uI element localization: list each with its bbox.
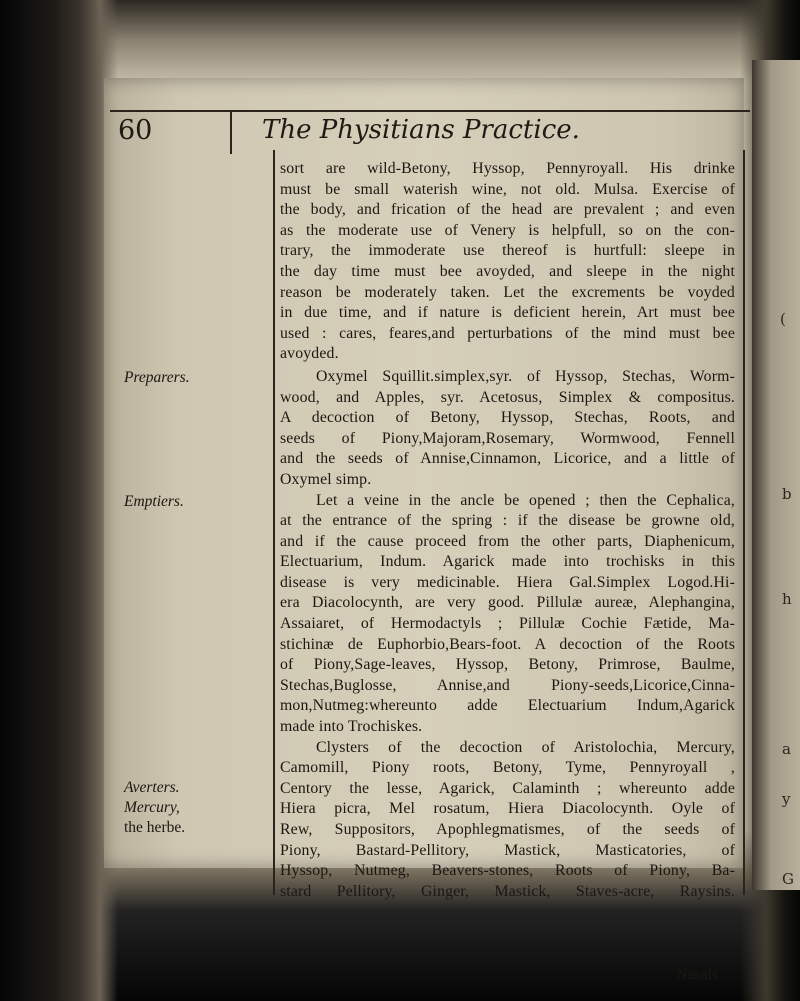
text-line: as the moderate use of Venery is helpfull, so on the con- xyxy=(280,221,735,239)
facing-fragment: h xyxy=(782,590,792,608)
text-line: wood, and Apples, syr. Acetosus, Simplex & compositus. xyxy=(280,388,735,406)
margin-note-mercury: Mercury, xyxy=(124,799,180,816)
text-line: Camomill, Piony roots, Betony, Tyme, Pennyroyall , xyxy=(280,759,735,777)
text-line: Clysters of the decoction of Aristolochia, Mercury, xyxy=(316,738,735,756)
right-rule xyxy=(743,150,745,895)
text-line: the body, and frication of the head are prevalent ; and even xyxy=(280,201,735,219)
text-line: Hyssop, Nutmeg, Beavers-stones, Roots of Piony, Ba- xyxy=(280,862,735,880)
text-line: Hiera picra, Mel rosatum, Hiera Diacolocynth. Oyle of xyxy=(280,800,735,818)
text-line: A decoction of Betony, Hyssop, Stechas, Roots, and xyxy=(280,409,735,427)
header-rule xyxy=(110,110,750,112)
text-line: avoyded. xyxy=(280,345,339,363)
margin-note-averters: Averters. xyxy=(124,779,180,796)
text-line: era Diacolocynth, are very good. Pillulæ aureæ, Alephangina, xyxy=(280,594,735,612)
text-line: must be small waterish wine, not old. Mulsa. Exercise of xyxy=(280,180,735,198)
margin-note-preparers: Preparers. xyxy=(124,369,190,386)
text-line: and the seeds of Annise,Cinnamon, Licorice, and a little of xyxy=(280,450,735,468)
margin-note-emptiers: Emptiers. xyxy=(124,493,184,510)
text-line: Let a veine in the ancle be opened ; then the Cephalica, xyxy=(316,491,735,509)
text-line: stichinæ de Euphorbio,Bears-foot. A decoction of the Roots xyxy=(280,635,735,653)
text-line: mon,Nutmeg:whereunto adde Electuarium Indum,Agarick xyxy=(280,697,735,715)
text-line: used : cares, feares,and perturbations of the mind must bee xyxy=(280,324,735,342)
text-line: Oxymel simp. xyxy=(280,470,372,488)
text-line: made into Trochiskes. xyxy=(280,718,423,736)
text-line: and if the cause proceed from the other parts, Diaphenicum, xyxy=(280,532,735,550)
text-line: disease is very medicinable. Hiera Gal.Simplex Logod.Hi- xyxy=(280,573,735,591)
text-line: Rew, Suppositors, Apophlegmatismes, of the seeds of xyxy=(280,821,735,838)
header-divider xyxy=(230,112,232,154)
facing-page-edge xyxy=(752,60,800,890)
text-line: Electuarium, Indum. Agarick made into trochisks in this xyxy=(280,553,735,571)
margin-note-herbe: the herbe. xyxy=(124,819,186,836)
facing-fragment: b xyxy=(782,485,792,503)
text-line: the day time must bee avoyded, and sleepe in the night xyxy=(280,262,735,280)
text-line: Centory the lesse, Agarick, Calaminth ; whereunto adde xyxy=(280,779,735,797)
text-line: stard Pellitory, Ginger, Mastick, Staves-acre, Raysins. xyxy=(280,882,735,900)
catchword: Nasals xyxy=(676,966,719,983)
facing-fragment: y xyxy=(782,790,791,808)
text-line: Oxymel Squillit.simplex,syr. of Hyssop, Stechas, Worm- xyxy=(316,367,735,385)
text-line: in due time, and if nature is deficient herein, Art must bee xyxy=(280,304,735,322)
facing-fragment: G xyxy=(782,870,794,888)
text-line: Piony, Bastard-Pellitory, Mastick, Masticatories, of xyxy=(280,841,735,859)
text-line: Stechas,Buglosse, Annise,and Piony-seeds,Licorice,Cinna- xyxy=(280,676,735,694)
text-line: Assaiaret, of Hermodactyls ; Pillulæ Cochie Fætide, Ma- xyxy=(280,615,735,633)
page-number: 60 xyxy=(118,115,153,146)
margin-rule xyxy=(273,150,275,895)
running-head: The Physitians Practice. xyxy=(262,115,580,145)
facing-fragment: ( xyxy=(780,310,786,328)
text-line: sort are wild-Betony, Hyssop, Pennyroyall. His drinke xyxy=(280,160,735,177)
text-line: seeds of Piony,Majoram,Rosemary, Wormwood, Fennell xyxy=(280,429,735,447)
text-line: of Piony,Sage-leaves, Hyssop, Betony, Primrose, Baulme, xyxy=(280,656,735,674)
facing-fragment: a xyxy=(782,740,791,758)
main-text-block xyxy=(280,159,735,902)
text-line: at the entrance of the spring : if the disease be growne old, xyxy=(280,512,735,530)
text-line: reason be moderately taken. Let the excrements be voyded xyxy=(280,283,735,301)
text-line: trary, the immoderate use thereof is hurtfull: sleepe in xyxy=(280,242,735,260)
